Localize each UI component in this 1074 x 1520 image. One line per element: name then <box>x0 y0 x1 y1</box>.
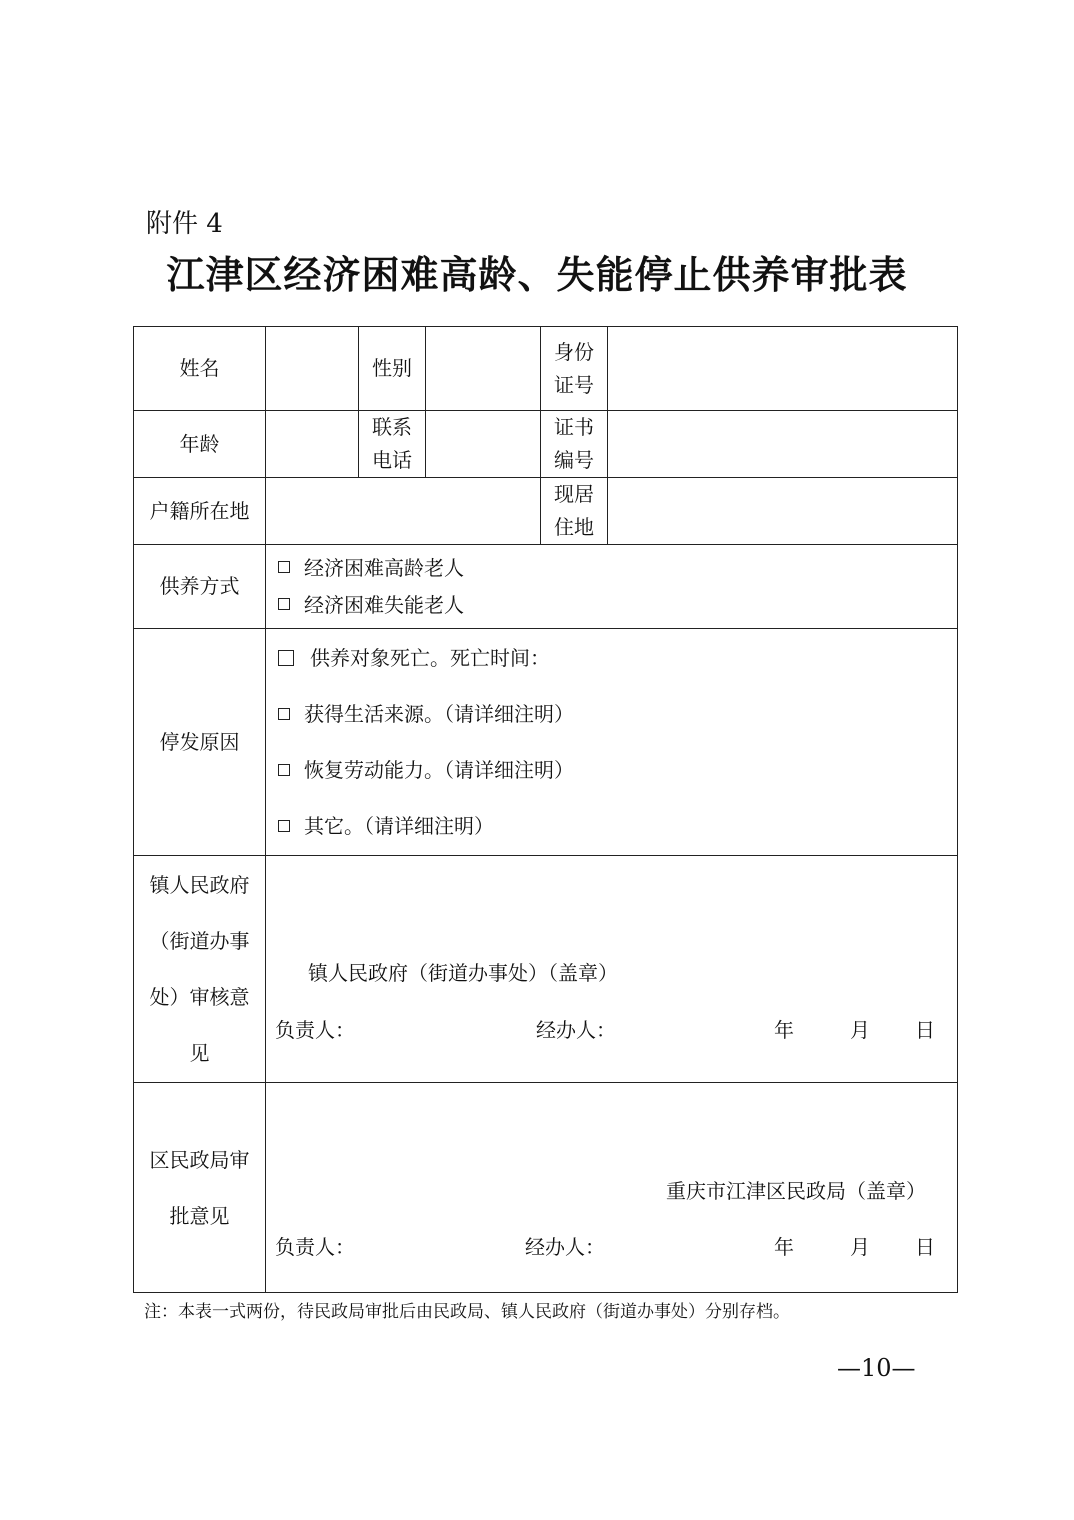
phone-label-line1: 联系 <box>372 415 412 439</box>
checkbox-icon[interactable] <box>278 598 290 610</box>
support-method-options <box>266 545 958 629</box>
support-method-label: 供养方式 <box>134 545 266 629</box>
id-number-label-line2: 证号 <box>554 372 594 397</box>
district-seal-text: 重庆市江津区民政局（盖章） <box>666 1179 926 1203</box>
residence-field[interactable] <box>608 478 958 545</box>
certificate-label-line2: 编号 <box>554 448 594 472</box>
name-field[interactable] <box>266 327 359 411</box>
household-label: 户籍所在地 <box>134 478 266 545</box>
district-approval-area[interactable] <box>266 1083 958 1293</box>
town-seal-text: 镇人民政府（街道办事处）（盖章） <box>308 960 618 985</box>
town-review-label: 镇人民政府 （街道办事 处）审核意 见 <box>134 856 266 1083</box>
support-option-disabled[interactable]: 经济困难失能老人 <box>278 587 957 624</box>
household-field[interactable] <box>266 478 541 545</box>
name-label: 姓名 <box>134 327 266 411</box>
checkbox-icon[interactable] <box>278 708 290 720</box>
footnote: 注：本表一式两份，待民政局审批后由民政局、镇人民政府（街道办事处）分别存档。 <box>144 1302 790 1322</box>
checkbox-icon[interactable] <box>278 561 290 573</box>
gender-field[interactable] <box>426 327 541 411</box>
residence-label-line1: 现居 <box>554 482 594 506</box>
checkbox-icon[interactable] <box>278 820 290 832</box>
residence-label-line2: 住地 <box>554 515 594 539</box>
district-handler-label: 经办人： <box>525 1235 605 1259</box>
district-year-label: 年 <box>774 1235 794 1259</box>
reason-option-other[interactable]: 其它。（请详细注明） <box>278 798 957 854</box>
id-number-field[interactable] <box>608 327 958 411</box>
support-option-elderly[interactable]: 经济困难高龄老人 <box>278 550 957 587</box>
town-year-label: 年 <box>774 1017 794 1042</box>
town-handler-label: 经办人： <box>536 1017 616 1042</box>
town-day-label: 日 <box>915 1017 935 1042</box>
residence-label <box>541 478 608 545</box>
checkbox-icon[interactable] <box>278 650 294 666</box>
stop-reason-options <box>266 629 958 856</box>
certificate-number-label <box>541 411 608 478</box>
stop-reason-label: 停发原因 <box>134 629 266 856</box>
phone-field[interactable] <box>426 411 541 478</box>
district-month-label: 月 <box>850 1235 870 1259</box>
phone-label <box>359 411 426 478</box>
checkbox-icon[interactable] <box>278 764 290 776</box>
age-label: 年龄 <box>134 411 266 478</box>
town-month-label: 月 <box>850 1017 870 1042</box>
reason-option-income[interactable]: 获得生活来源。（请详细注明） <box>278 686 957 742</box>
age-field[interactable] <box>266 411 359 478</box>
district-day-label: 日 <box>915 1235 935 1259</box>
town-review-area[interactable] <box>266 856 958 1083</box>
id-number-label-line1: 身份 <box>554 339 594 364</box>
town-responsible-label: 负责人： <box>275 1017 355 1042</box>
district-responsible-label: 负责人： <box>275 1235 355 1259</box>
phone-label-line2: 电话 <box>372 448 412 472</box>
certificate-label-line1: 证书 <box>554 415 594 439</box>
district-approval-label: 区民政局审 批意见 <box>134 1083 266 1293</box>
page-number: —10— <box>837 1354 916 1382</box>
certificate-number-field[interactable] <box>608 411 958 478</box>
approval-form-table <box>133 326 958 1293</box>
reason-option-death[interactable]: 供养对象死亡。死亡时间： <box>278 630 957 686</box>
id-number-label <box>541 327 608 411</box>
reason-option-labor[interactable]: 恢复劳动能力。（请详细注明） <box>278 742 957 798</box>
form-title: 江津区经济困难高龄、失能停止供养审批表 <box>166 252 908 297</box>
attachment-label: 附件 4 <box>146 209 223 239</box>
gender-label: 性别 <box>359 327 426 411</box>
